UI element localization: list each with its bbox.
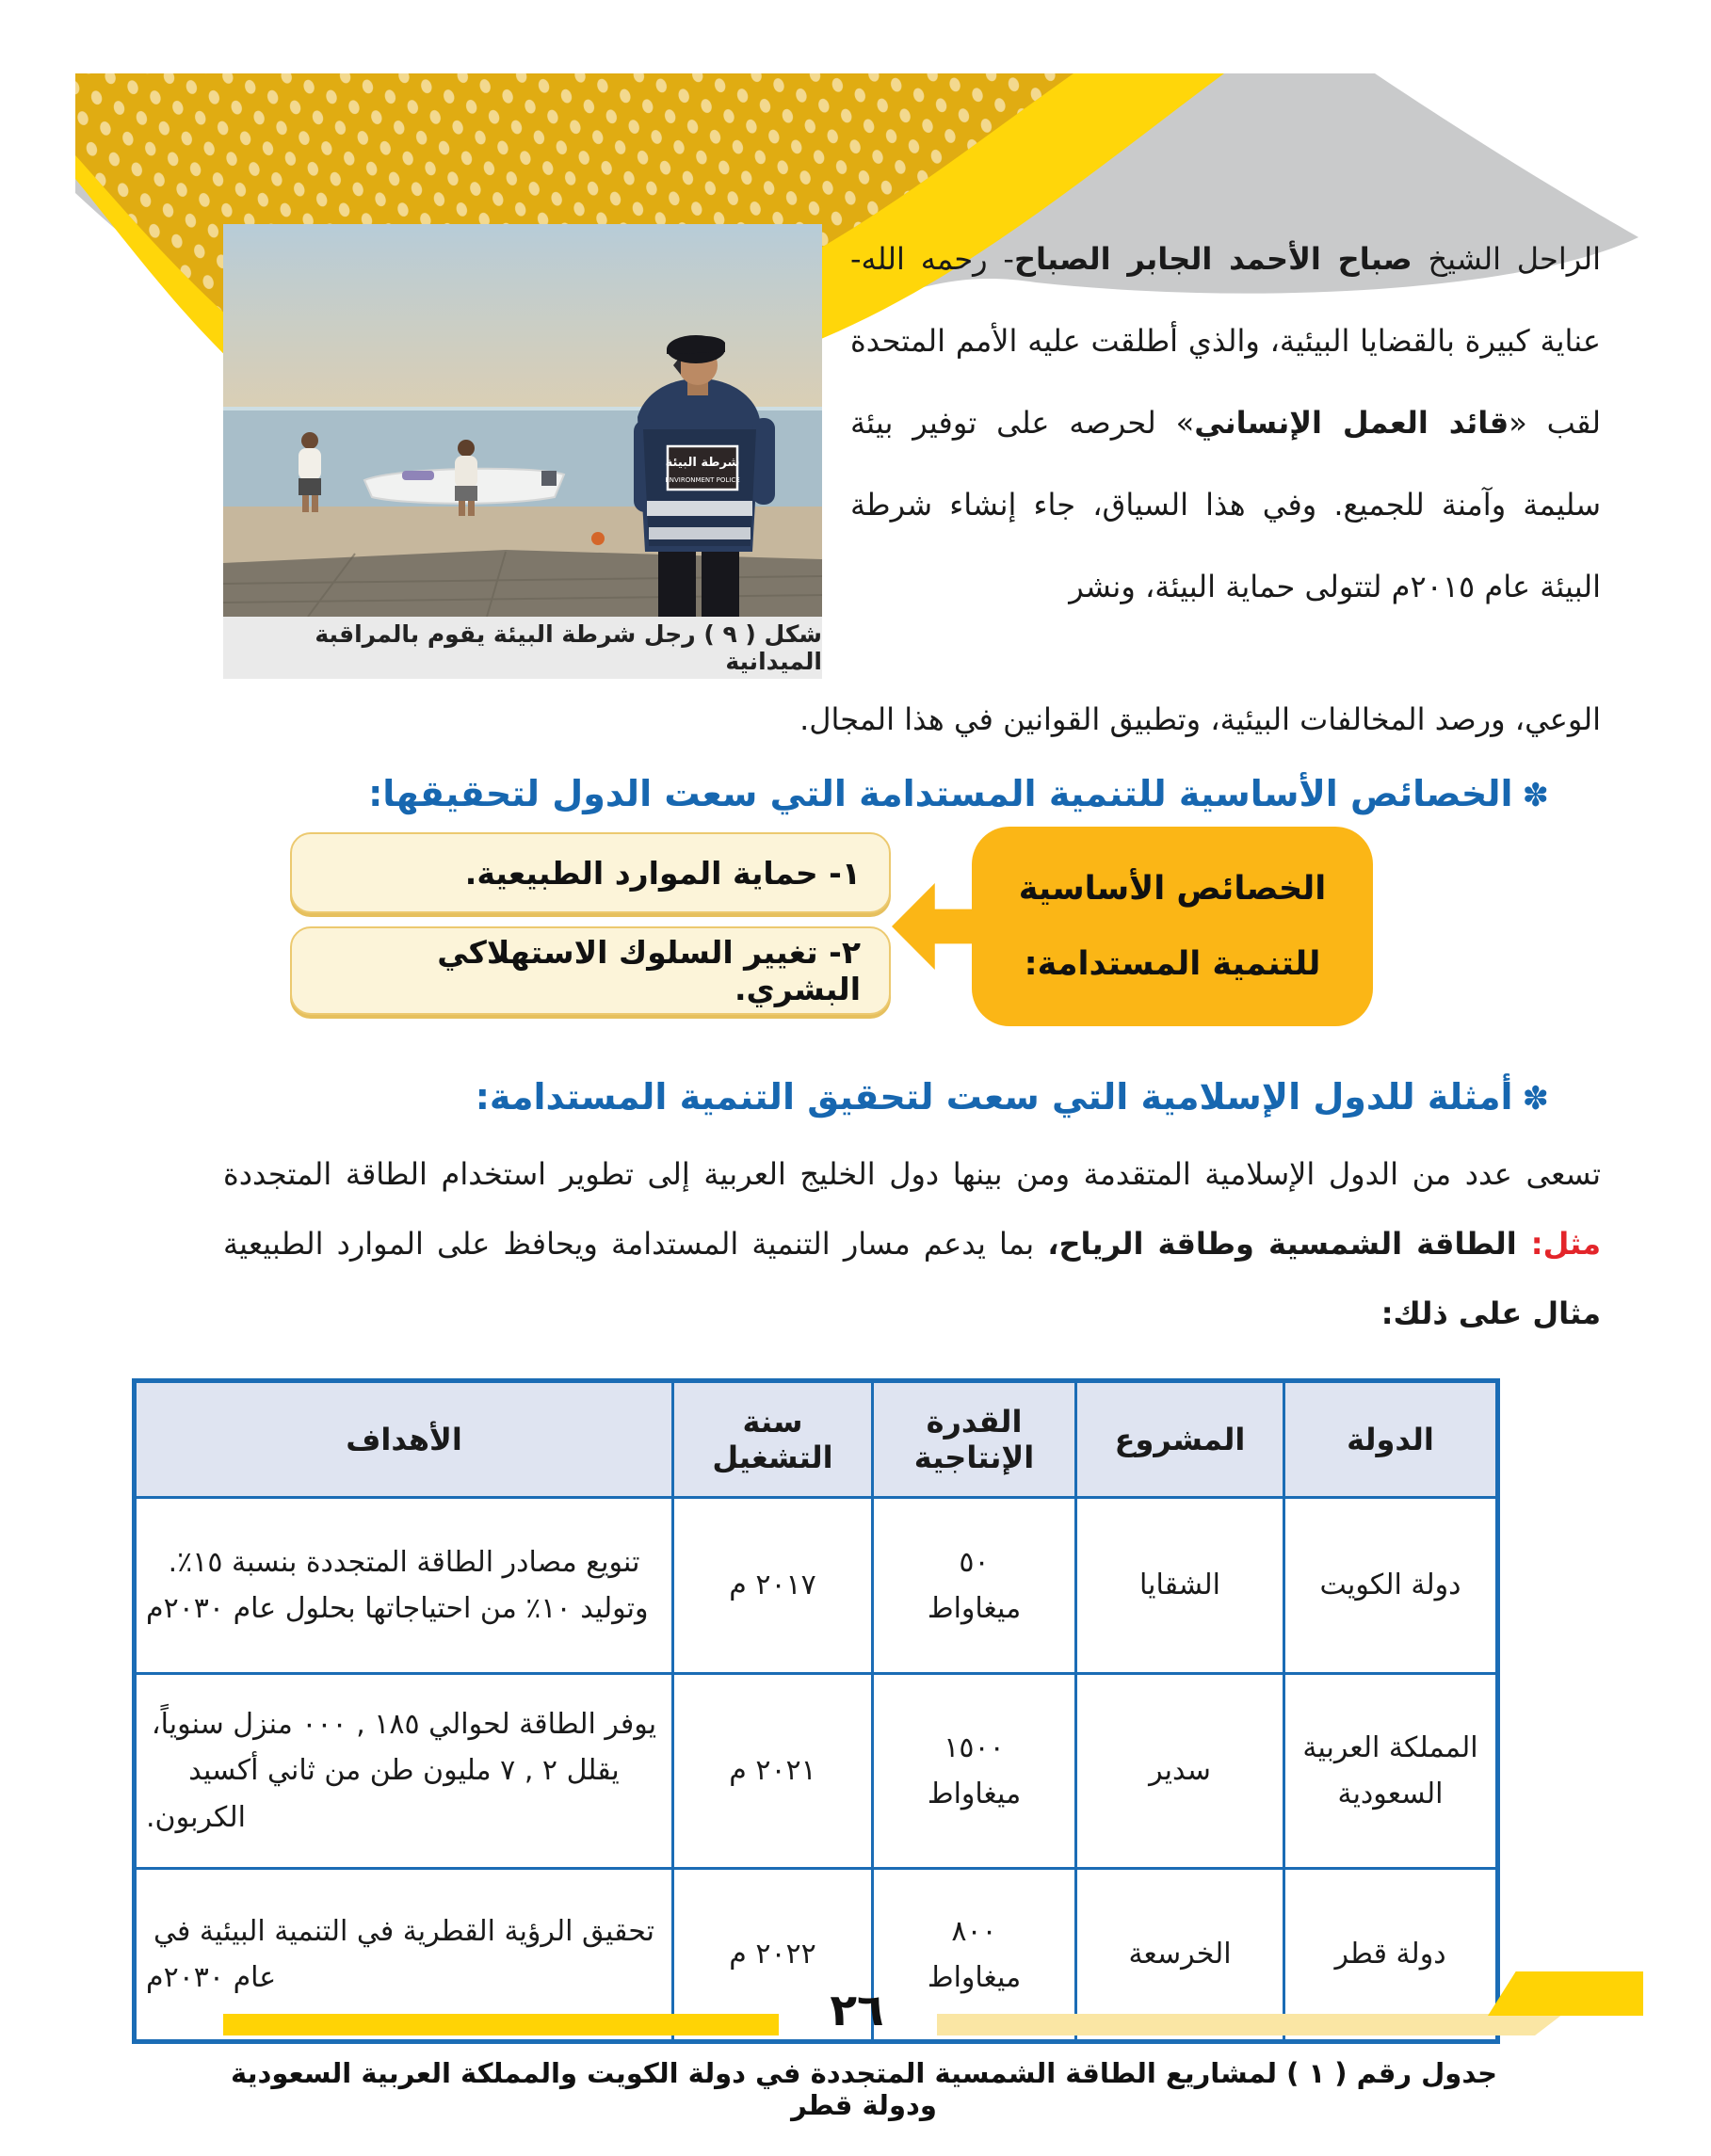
cell-objectives: تنويع مصادر الطاقة المتجددة بنسبة ١٥٪. وتوليد ١٠٪ من احتياجاتها بحلول عام ٢٠٣٠م <box>135 1498 673 1674</box>
capacity-value: ١٥٠٠ <box>944 1730 1005 1764</box>
intro-title-bold: قائد العمل الإنساني <box>1194 405 1509 441</box>
header-project: المشروع <box>1076 1381 1284 1498</box>
para2-bold-example: مثال على ذلك: <box>1380 1295 1601 1331</box>
heading-text: الخصائص الأساسية للتنمية المستدامة التي سعت الدول لتحقيقها: <box>368 773 1513 814</box>
heading-text: أمثلة للدول الإسلامية التي سعت لتحقيق التنمية المستدامة: <box>475 1076 1513 1118</box>
table-caption: جدول رقم ( ١ ) لمشاريع الطاقة الشمسية المتجددة في دولة الكويت والمملكة العربية السعودية ودولة قطر <box>231 2057 1497 2121</box>
intro-text: » لحرصه على توفير بيئة سليمة وآمنة للجميع. وفي هذا السياق، جاء إنشاء شرطة البيئة عام ٢٠١٥م لتتولى حماية البيئة، ونشر <box>850 405 1601 604</box>
intro-last-line: الوعي، ورصد المخالفات البيئية، وتطبيق القوانين في هذا المجال. <box>799 701 1601 737</box>
capacity-value: ٥٠ <box>959 1545 990 1579</box>
cell-country: دولة قطر <box>1284 1869 1498 2042</box>
cell-year: ٢٠٢١ م <box>673 1674 873 1869</box>
table-header-row <box>135 1381 1498 1498</box>
header-objectives: الأهداف <box>135 1381 673 1498</box>
cell-objectives: يوفر الطاقة لحوالي ١٨٥ , ٠٠٠ منزل سنوياً، يقلل ٢ , ٧ مليون طن من ثاني أكسيد الكربون. <box>135 1674 673 1869</box>
cell-country: دولة الكويت <box>1284 1498 1498 1674</box>
page-number: ٢٦ <box>830 1985 884 2036</box>
solar-projects-table <box>132 1378 1500 2044</box>
footer-right-bar <box>937 2014 1563 2035</box>
diagram-title-line2: للتنمية المستدامة: <box>1024 945 1321 983</box>
left-arrow-icon <box>892 883 975 970</box>
header-country: الدولة <box>1284 1381 1498 1498</box>
diagram-title-line1: الخصائص الأساسية <box>1018 870 1327 908</box>
intro-text: - رحمه الله-عناية كبيرة بالقضايا البيئية، والذي أطلقت عليه الأمم المتحدة لقب « <box>850 241 1602 441</box>
section-heading-characteristics <box>223 766 1549 823</box>
table-row <box>135 1674 1498 1869</box>
cell-project: سدير <box>1076 1674 1284 1869</box>
cell-year: ٢٠١٧ م <box>673 1498 873 1674</box>
section-heading-examples <box>223 1070 1549 1126</box>
asterisk-bullet-icon: ✽ <box>1522 1080 1549 1118</box>
patch-english-text: ENVIRONMENT POLICE <box>665 476 740 484</box>
capacity-unit: ميغاواط <box>927 1592 1022 1625</box>
environment-police-figure <box>223 224 822 679</box>
diagram-item-2: ٢- تغيير السلوك الاستهلاكي البشري. <box>290 926 891 1015</box>
capacity-unit: ميغاواط <box>927 1961 1022 1994</box>
intro-text: الراحل الشيخ <box>1412 241 1602 277</box>
para2-text: بما يدعم مسار التنمية المستدامة ويحافظ على الموارد الطبيعية <box>223 1226 1048 1262</box>
page-content <box>146 188 1602 2121</box>
header-capacity: القدرة الإنتاجية <box>873 1381 1076 1498</box>
capacity-unit: ميغاواط <box>927 1778 1022 1810</box>
diagram-title-box <box>972 827 1373 1026</box>
header-year: سنة التشغيل <box>673 1381 873 1498</box>
para2-bold-energy: الطاقة الشمسية وطاقة الرياح، <box>1047 1226 1531 1262</box>
cell-year: ٢٠٢٢ م <box>673 1869 873 2042</box>
sky <box>223 224 822 412</box>
cell-capacity <box>873 1498 1076 1674</box>
asterisk-bullet-icon: ✽ <box>1522 777 1549 814</box>
cell-capacity <box>873 1674 1076 1869</box>
characteristics-diagram <box>223 827 1601 1030</box>
cell-project: الشقايا <box>1076 1498 1284 1674</box>
para2-text: تسعى عدد من الدول الإسلامية المتقدمة ومن بينها دول الخليج العربية إلى تطوير استخدام الطاقة المتجددة <box>223 1156 1601 1192</box>
cell-objectives: تحقيق الرؤية القطرية في التنمية البيئية في عام ٢٠٣٠م <box>135 1869 673 2042</box>
patch-arabic-text: شرطة البيئة <box>665 456 740 470</box>
capacity-value: ٨٠٠ <box>951 1914 997 1948</box>
intro-section <box>223 188 1601 679</box>
diagram-item-1: ١- حماية الموارد الطبيعية. <box>290 832 891 913</box>
examples-paragraph <box>223 1139 1601 1348</box>
para2-red-emphasis: مثل: <box>1530 1226 1602 1262</box>
table-row <box>135 1498 1498 1674</box>
environment-police-photo <box>223 224 822 617</box>
footer-left-bar <box>223 2014 779 2035</box>
orange-object <box>591 532 605 545</box>
intro-paragraph <box>850 218 1601 628</box>
cell-project: الخرسعة <box>1076 1869 1284 2042</box>
intro-name-bold: صباح الأحمد الجابر الصباح <box>1013 241 1412 277</box>
figure-caption: شكل ( ٩ ) رجل شرطة البيئة يقوم بالمراقبة الميدانية <box>223 617 822 679</box>
cell-country: المملكة العربية السعودية <box>1284 1674 1498 1869</box>
